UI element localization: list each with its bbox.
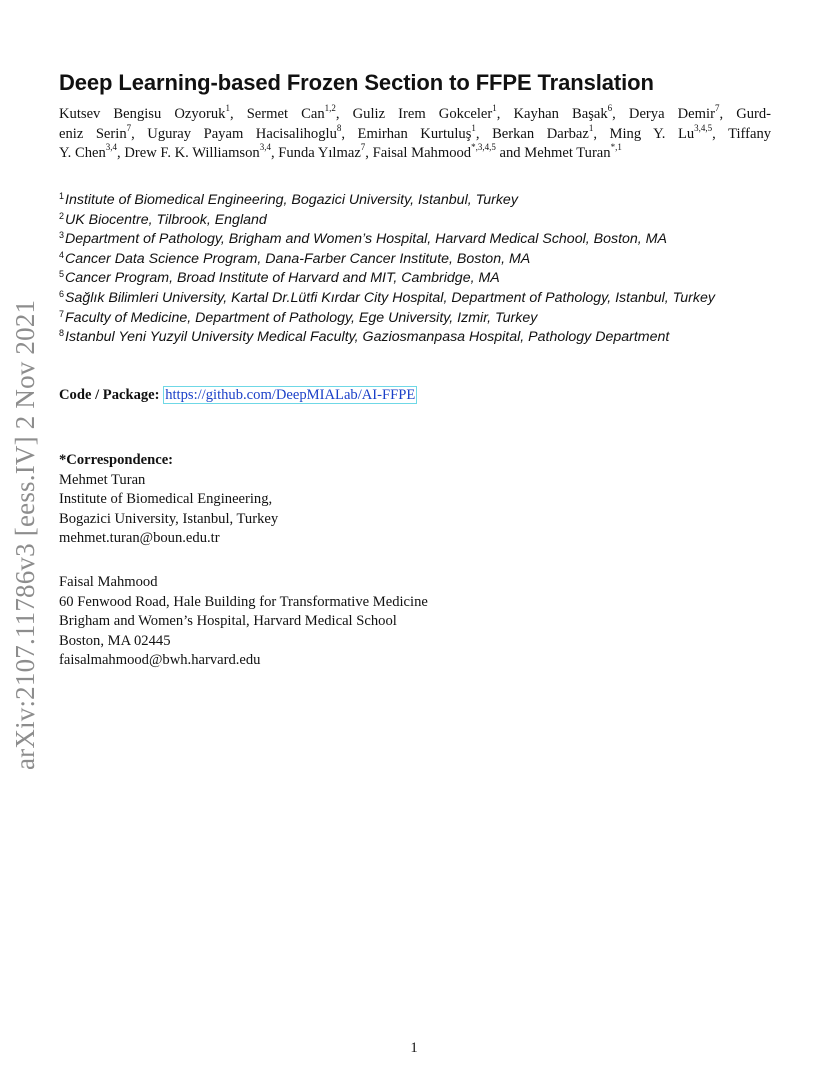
- author-name: Mehmet Turan: [524, 145, 611, 161]
- author-affiliation-mark: 7: [714, 103, 720, 114]
- author-affiliation-mark: 6: [607, 103, 613, 114]
- author-affiliation-mark: 7: [126, 122, 132, 133]
- author-name: Ming Y. Lu: [609, 125, 695, 142]
- contact-line: Boston, MA 02445: [59, 632, 171, 649]
- affiliation-item: [59, 289, 799, 309]
- author-name: eniz Serin: [59, 125, 127, 142]
- author-name: Emirhan Kurtuluş: [357, 125, 472, 142]
- author-line-1: Kutsev Bengisu Ozyoruk$^1$, Sermet Can$^{1,2}$, Guliz Irem Gokceler$^1$, Kayhan Başak$^6$, Derya Demir$^7$, Gurd-: [59, 103, 772, 122]
- affiliation-item: [59, 269, 799, 289]
- paper-title: Deep Learning-based Frozen Section to FFPE Translation: [59, 69, 654, 95]
- affiliation-number: 6: [59, 288, 65, 299]
- affiliation-text: Department of Pathology, Brigham and Women’s Hospital, Harvard Medical School, Boston, MA: [65, 231, 667, 248]
- author-affiliation-mark: *,3,4,5: [471, 142, 496, 153]
- page-number: 1: [410, 1040, 418, 1056]
- contact-line: Bogazici University, Istanbul, Turkey: [59, 510, 279, 527]
- contact-line: Faisal Mahmood: [59, 573, 158, 590]
- affiliation-text: Cancer Data Science Program, Dana-Farber Cancer Institute, Boston, MA: [65, 250, 531, 267]
- author-affiliation-mark: 3,4,5: [694, 122, 713, 133]
- contact-line: Mehmet Turan: [59, 471, 146, 488]
- author-name: Berkan Darbaz: [492, 125, 589, 142]
- arxiv-stamp: arXiv:2107.11786v3 [eess.IV] 2 Nov 2021: [10, 299, 40, 770]
- affiliation-text: Faculty of Medicine, Department of Pathology, Ege University, Izmir, Turkey: [65, 309, 538, 326]
- author-affiliation-mark: 1: [588, 122, 594, 133]
- author-affiliation-mark: 1: [492, 103, 497, 114]
- author-affiliation-mark: 7: [360, 142, 366, 153]
- author-name: Derya Demir: [628, 106, 715, 122]
- author-name: Kutsev Bengisu Ozyoruk: [59, 106, 226, 122]
- author-affiliation-mark: 8: [336, 122, 342, 133]
- correspondence-block: [59, 451, 428, 671]
- contact-line: Brigham and Women’s Hospital, Harvard Medical School: [59, 613, 397, 630]
- author-name: Guliz Irem Gokceler: [352, 106, 493, 122]
- affiliation-item: [59, 191, 799, 211]
- author-affiliation-mark: 1: [471, 122, 476, 133]
- contact-mehmet-turan: [59, 471, 428, 549]
- affiliation-item: [59, 230, 799, 250]
- contact-spacer: [59, 549, 428, 573]
- contact-line: Institute of Biomedical Engineering,: [59, 491, 273, 508]
- author-affiliation-mark: 1: [225, 103, 230, 114]
- author-affiliation-mark: 3,4: [259, 142, 271, 153]
- affiliation-text: UK Biocentre, Tilbrook, England: [65, 211, 267, 228]
- author-name: Y. Chen: [59, 145, 106, 161]
- author-name: Kayhan Başak: [513, 106, 608, 122]
- affiliation-text: Cancer Program, Broad Institute of Harvard and MIT, Cambridge, MA: [65, 270, 500, 287]
- author-name: Funda Yılmaz: [278, 145, 361, 161]
- author-name: Tiffany: [728, 125, 772, 142]
- affiliation-text: Istanbul Yeni Yuzyil University Medical Faculty, Gaziosmanpasa Hospital, Pathology Department: [65, 329, 670, 346]
- contact-line: mehmet.turan@boun.edu.tr: [59, 530, 220, 547]
- author-name: Sermet Can: [246, 106, 325, 122]
- contact-line: 60 Fenwood Road, Hale Building for Transformative Medicine: [59, 593, 428, 610]
- affiliation-item: [59, 328, 799, 348]
- affiliation-number: 8: [59, 328, 65, 339]
- affiliation-number: 4: [59, 249, 65, 260]
- affiliation-text: Institute of Biomedical Engineering, Bogazici University, Istanbul, Turkey: [65, 192, 518, 208]
- affiliation-item: [59, 250, 799, 270]
- author-line-3: Y. Chen$^{3,4}$, Drew F. K. Williamson$^{3,4}$, Funda Yılmaz$^7$, Faisal Mahmood$^{*,3,4,5}$ and Mehmet Turan$^{*,1}$: [59, 142, 622, 161]
- contact-faisal-mahmood: [59, 573, 428, 671]
- affiliation-number: 3: [59, 230, 65, 241]
- author-affiliation-mark: 3,4: [105, 142, 118, 153]
- correspondence-heading: *Correspondence:: [59, 452, 174, 468]
- affiliation-number: 2: [59, 210, 65, 221]
- affiliation-number: 7: [59, 308, 65, 319]
- affiliation-list: [59, 191, 799, 348]
- code-package: [59, 387, 417, 404]
- author-affiliation-mark: 1,2: [324, 103, 336, 114]
- affiliation-item: [59, 211, 799, 231]
- author-name: Gurd-: [736, 106, 772, 122]
- code-package-link[interactable]: https://github.com/DeepMIALab/AI-FFPE: [165, 387, 416, 403]
- contact-line: faisalmahmood@bwh.harvard.edu: [59, 652, 261, 669]
- author-name: Drew F. K. Williamson: [124, 145, 260, 161]
- code-package-label: Code / Package:: [59, 387, 160, 403]
- affiliation-item: [59, 309, 799, 329]
- author-list: [59, 105, 771, 164]
- author-line-2: eniz Serin$^7$, Uguray Payam Hacisalihoglu$^8$, Emirhan Kurtuluş$^1$, Berkan Darbaz$^1$, Ming Y. Lu$^{3,4,5}$, Tiffany: [59, 122, 772, 142]
- affiliation-number: 1: [59, 191, 65, 201]
- author-name: Uguray Payam Hacisalihoglu: [147, 125, 337, 142]
- affiliation-text: Sağlık Bilimleri University, Kartal Dr.Lütfi Kırdar City Hospital, Department of Pathology, Istanbul, Turkey: [65, 289, 715, 306]
- author-name: Faisal Mahmood: [372, 145, 472, 161]
- author-affiliation-mark: *,1: [610, 142, 622, 153]
- affiliation-number: 5: [59, 269, 65, 280]
